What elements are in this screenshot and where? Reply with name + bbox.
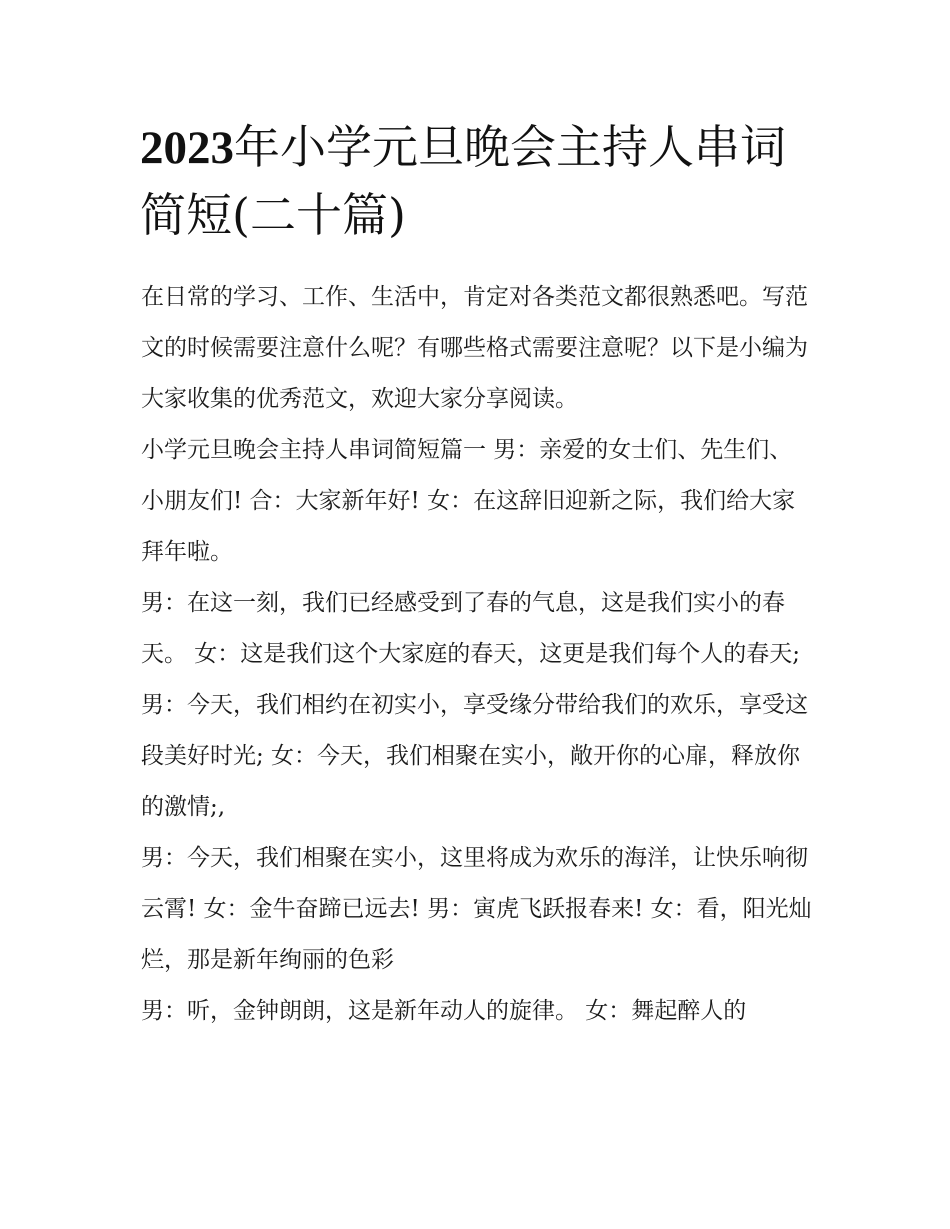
paragraph-2: 男：在这一刻，我们已经感受到了春的气息，这是我们实小的春天。 女：这是我们这个大家庭的春天，这更是我们每个人的春天; <box>141 590 801 667</box>
paragraph-3: 男：今天，我们相约在初实小，享受缘分带给我们的欢乐，享受这段美好时光; 女：今天，我们相聚在实小，敞开你的心扉，释放你的激情;, <box>141 692 808 820</box>
paragraph-4: 男：今天，我们相聚在实小，这里将成为欢乐的海洋，让快乐响彻云霄! 女：金牛奋蹄已远去! 男：寅虎飞跃报春来! 女：看，阳光灿烂，那是新年绚丽的色彩 <box>141 845 812 973</box>
paragraph-1: 小学元旦晚会主持人串词简短篇一 男：亲爱的女士们、先生们、小朋友们! 合：大家新年好! 女：在这辞旧迎新之际，我们给大家拜年啦。 <box>141 437 796 565</box>
title-year: 2023 <box>140 122 234 174</box>
paragraph-intro: 在日常的学习、工作、生活中，肯定对各类范文都很熟悉吧。写范文的时候需要注意什么呢？有哪些格式需要注意呢？以下是小编为大家收集的优秀范文，欢迎大家分享阅读。 <box>141 284 808 412</box>
paragraph-5: 男：听，金钟朗朗，这是新年动人的旋律。 女：舞起醉人的 <box>141 998 747 1024</box>
page-title <box>140 114 820 249</box>
article-body <box>141 272 813 1037</box>
title-text: 年小学元旦晚会主持人串词简短(二十篇) <box>140 120 786 242</box>
